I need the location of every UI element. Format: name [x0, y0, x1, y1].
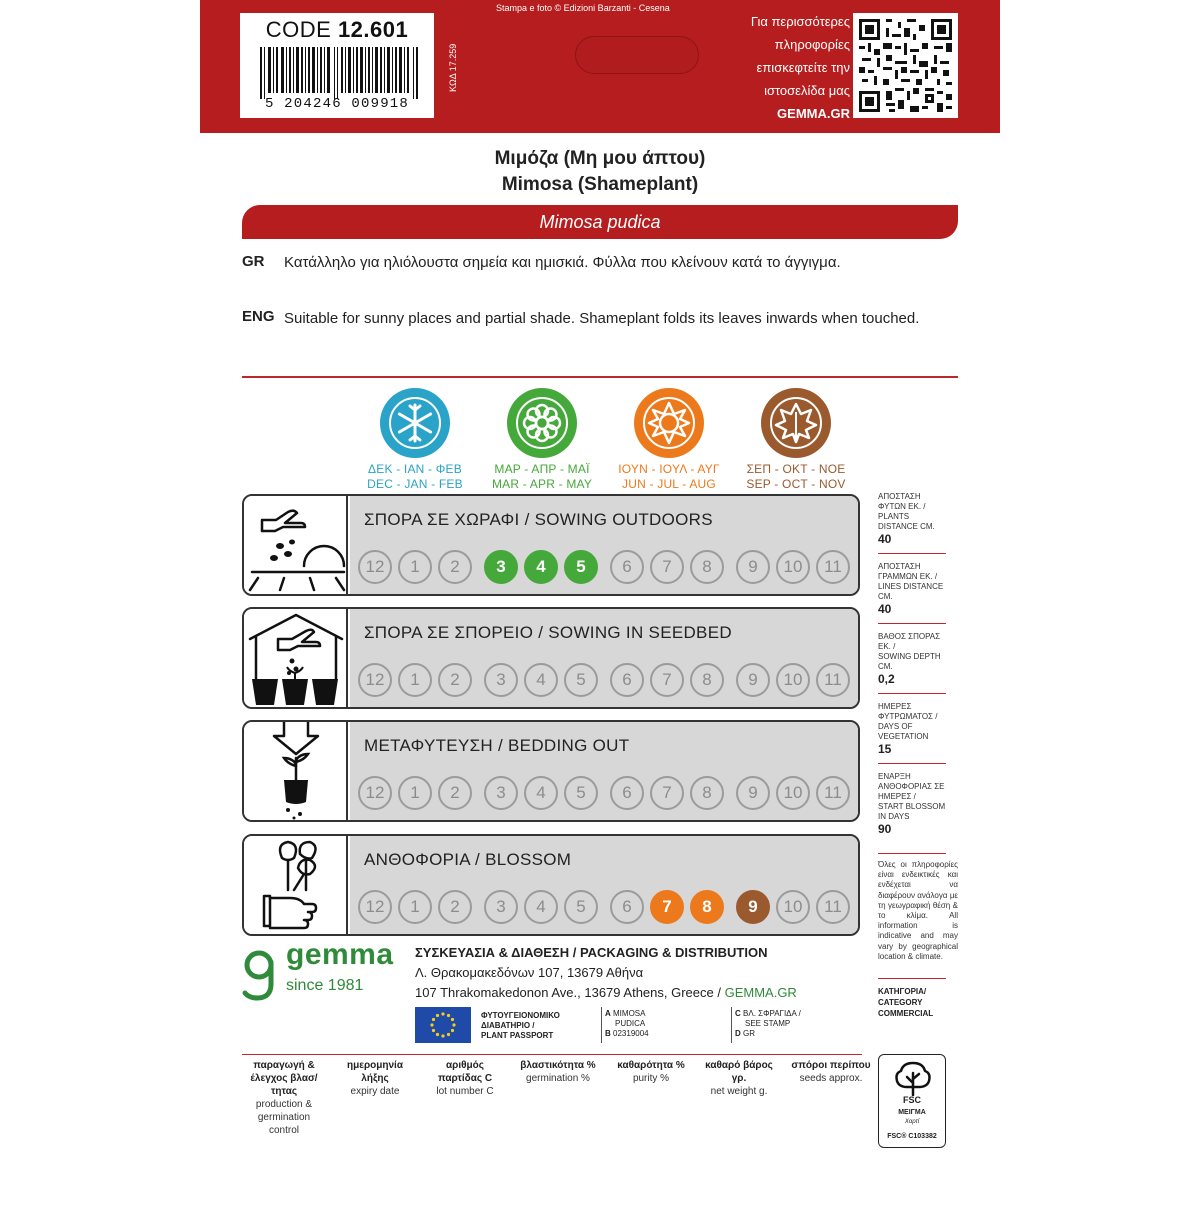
info-line: πληροφορίες [774, 37, 850, 52]
row-title: ΣΠΟΡΑ ΣΕ ΣΠΟΡΕΙΟ / SOWING IN SEEDBED [364, 623, 732, 642]
season-label-en: SEP - OCT - NOV [746, 477, 846, 491]
fsc-code: FSC® C103382 [887, 1133, 937, 1140]
field-label-gr: παραγωγή & έλεγχος βλασ/τητας [250, 1060, 318, 1097]
month-7: 7 [650, 890, 684, 924]
spec-label: PLANTS DISTANCE CM. [878, 512, 935, 531]
passport-title-line: PLANT PASSPORT [481, 1031, 554, 1040]
month-11: 11 [816, 550, 850, 584]
month-10: 10 [776, 890, 810, 924]
spec-label: LINES DISTANCE CM. [878, 582, 944, 601]
month-1: 1 [398, 663, 432, 697]
season-label-gr: ΔΕΚ - ΙΑΝ - ΦΕΒ [368, 462, 462, 476]
qr-code-icon [859, 19, 952, 112]
field-label-gr: βλαστικότητα % [520, 1060, 596, 1071]
plant-passport [415, 1007, 819, 1045]
blossom-icon [244, 836, 348, 934]
spec-label: ΕΝΑΡΞΗ ΑΝΘΟΦΟΡΙΑΣ ΣΕ ΗΜΕΡΕΣ / [878, 772, 945, 801]
field-label-en: germination % [526, 1073, 590, 1084]
address-english-text: 107 Thrakomakedonon Ave., 13679 Athens, Greece / [415, 985, 721, 1000]
spec-label: SOWING DEPTH CM. [878, 652, 941, 671]
spec-label: START BLOSSOM IN DAYS [878, 802, 946, 821]
fsc-tree-icon [891, 1059, 935, 1097]
row-title: ΣΠΟΡΑ ΣΕ ΧΩΡΑΦΙ / SOWING OUTDOORS [364, 510, 713, 529]
description-greek: Κατάλληλο για ηλιόλουστα σημεία και ημισκιά. Φύλλα που κλείνουν κατά το άγγιγμα. [284, 254, 841, 271]
passport-title-line: ΦΥΤΟΥΓΕΙΟΝΟΜΙΚΟ [481, 1011, 560, 1020]
field-label-en: net weight g. [710, 1086, 768, 1097]
description-english: Suitable for sunny places and partial shade. Shameplant folds its leaves inwards when touched. [284, 310, 920, 327]
month-2: 2 [438, 890, 472, 924]
month-5: 5 [564, 663, 598, 697]
hang-slot [575, 36, 699, 74]
website-link[interactable]: GEMMA.GR [724, 985, 797, 1000]
passport-divider [601, 1007, 602, 1043]
season-autumn [733, 388, 859, 492]
spec-divider [878, 553, 946, 554]
eu-flag-icon [415, 1007, 471, 1043]
spec-lines-distance [878, 562, 946, 614]
month-12: 12 [358, 890, 392, 924]
spec-days-vegetation [878, 702, 946, 754]
spec-value: 15 [878, 742, 892, 756]
passport-key: D [735, 1029, 741, 1038]
month-8: 8 [690, 550, 724, 584]
passport-key: C [735, 1009, 741, 1018]
row-title: ΜΕΤΑΦΥΤΕΥΣΗ / BEDDING OUT [364, 736, 630, 755]
spec-value: 40 [878, 532, 892, 546]
passport-a-b [605, 1009, 649, 1039]
spec-label: ΒΑΘΟΣ ΣΠΟΡΑΣ ΕΚ. / [878, 632, 941, 651]
divider [242, 376, 958, 378]
field-label-gr: καθαρότητα % [617, 1060, 685, 1071]
field-production-control [242, 1059, 326, 1137]
category-value: COMMERCIAL [878, 1009, 934, 1018]
schedule-row-sowing-seedbed [242, 607, 860, 709]
month-6: 6 [610, 776, 644, 810]
passport-value: GR [743, 1029, 756, 1038]
passport-value: ΒΛ. ΣΦΡΑΓΙΔΑ / [743, 1009, 801, 1018]
month-11: 11 [816, 776, 850, 810]
spec-divider [878, 853, 946, 854]
info-text [730, 10, 850, 125]
season-label-en: MAR - APR - MAY [491, 477, 593, 491]
footer-divider [242, 1054, 862, 1055]
month-12: 12 [358, 776, 392, 810]
brand-name: gemma [286, 938, 394, 971]
passport-value: 02319004 [613, 1029, 649, 1038]
barcode-digits: 5 204246 009918 [264, 96, 410, 112]
month-1: 1 [398, 550, 432, 584]
month-4: 4 [524, 890, 558, 924]
month-10: 10 [776, 663, 810, 697]
packaging-title: ΣΥΣΚΕΥΑΣΙΑ & ΔΙΑΘΕΣΗ / PACKAGING & DISTRIBUTION [415, 945, 768, 960]
spec-value: 90 [878, 822, 892, 836]
month-3: 3 [484, 776, 518, 810]
month-1: 1 [398, 890, 432, 924]
latin-name-band [242, 205, 958, 239]
season-summer [606, 388, 732, 492]
season-label-en: JUN - JUL - AUG [622, 477, 716, 491]
print-credit: Stampa e foto © Edizioni Barzanti - Cesena [496, 3, 670, 13]
spec-label: ΗΜΕΡΕΣ ΦΥΤΡΩΜΑΤΟΣ / [878, 702, 938, 721]
address-english [415, 985, 797, 1000]
month-12: 12 [358, 550, 392, 584]
month-4: 4 [524, 663, 558, 697]
info-line: ιστοσελίδα μας [764, 83, 850, 98]
spec-label: ΑΠΟΣΤΑΣΗ ΦΥΤΩΝ ΕΚ. / [878, 492, 926, 511]
month-6: 6 [610, 663, 644, 697]
address-greek: Λ. Θρακομακεδόνων 107, 13679 Αθήνα [415, 965, 644, 980]
month-2: 2 [438, 776, 472, 810]
spec-label: ΑΠΟΣΤΑΣΗ ΓΡΑΜΜΩΝ ΕΚ. / [878, 562, 938, 581]
info-line: Για περισσότερες [750, 14, 850, 29]
field-label-gr: καθαρό βάρος γρ. [705, 1060, 773, 1084]
month-10: 10 [776, 776, 810, 810]
fsc-label: FSC [903, 1095, 921, 1105]
category-label: ΚΑΤΗΓΟΡΙΑ/ CATEGORY [878, 987, 927, 1007]
month-10: 10 [776, 550, 810, 584]
leaf-icon [761, 388, 831, 458]
flower-icon [507, 388, 577, 458]
field-label-en: lot number C [436, 1086, 494, 1097]
spec-divider [878, 978, 946, 979]
sowing-seedbed-icon [244, 609, 348, 707]
lang-code-en: ENG [242, 308, 275, 325]
month-5: 5 [564, 890, 598, 924]
month-3: 3 [484, 890, 518, 924]
sun-icon [634, 388, 704, 458]
month-7: 7 [650, 776, 684, 810]
barcode-label [240, 13, 434, 118]
product-code [240, 17, 434, 43]
header-band [200, 0, 1000, 133]
passport-value: MIMOSA [613, 1009, 646, 1018]
field-label-gr: ημερομηνία λήξης [347, 1060, 403, 1084]
month-2: 2 [438, 550, 472, 584]
sowing-outdoors-icon [244, 496, 348, 594]
schedule-row-sowing-outdoors [242, 494, 860, 596]
spec-sowing-depth [878, 632, 946, 684]
month-1: 1 [398, 776, 432, 810]
barcode-icon [260, 47, 420, 99]
spec-divider [878, 693, 946, 694]
month-8: 8 [690, 890, 724, 924]
month-9: 9 [736, 663, 770, 697]
snowflake-icon [380, 388, 450, 458]
month-8: 8 [690, 663, 724, 697]
month-11: 11 [816, 890, 850, 924]
bedding-out-icon [244, 722, 348, 820]
month-9: 9 [736, 890, 770, 924]
season-label-en: DEC - JAN - FEB [367, 477, 463, 491]
passport-value: PUDICA [615, 1019, 646, 1028]
spec-divider [878, 763, 946, 764]
code-number: 12.601 [337, 17, 409, 42]
field-label-en: production & germination control [255, 1099, 313, 1136]
fsc-paper: Χαρτί [904, 1119, 920, 1125]
month-11: 11 [816, 663, 850, 697]
field-purity [608, 1059, 694, 1085]
gemma-logo-icon [242, 948, 276, 1002]
spec-value: 40 [878, 602, 892, 616]
info-line: επισκεφτείτε την [756, 60, 850, 75]
passport-title [481, 1011, 560, 1041]
season-winter [352, 388, 478, 492]
month-2: 2 [438, 663, 472, 697]
month-9: 9 [736, 776, 770, 810]
season-label-gr: ΙΟΥΝ - ΙΟΥΛ - ΑΥΓ [618, 462, 720, 476]
code-prefix: CODE [265, 17, 332, 42]
category [878, 986, 958, 1019]
latin-name: Mimosa pudica [539, 212, 661, 232]
month-3: 3 [484, 663, 518, 697]
fsc-mix: ΜΕΙΓΜΑ [898, 1109, 926, 1116]
passport-key: A [605, 1009, 611, 1018]
season-spring [479, 388, 605, 492]
spec-start-blossom [878, 772, 946, 834]
row-title: ΑΝΘΟΦΟΡΙΑ / BLOSSOM [364, 850, 572, 869]
field-net-weight [702, 1059, 776, 1098]
schedule-row-bedding-out [242, 720, 860, 822]
brand-since: since 1981 [286, 977, 364, 994]
passport-key: B [605, 1029, 611, 1038]
month-7: 7 [650, 550, 684, 584]
fsc-badge [878, 1054, 946, 1148]
month-6: 6 [610, 890, 644, 924]
month-5: 5 [564, 776, 598, 810]
month-4: 4 [524, 776, 558, 810]
qr-code[interactable] [853, 13, 958, 118]
field-expiry-date [336, 1059, 414, 1098]
passport-value: SEE STAMP [745, 1019, 791, 1028]
month-5: 5 [564, 550, 598, 584]
month-6: 6 [610, 550, 644, 584]
month-7: 7 [650, 663, 684, 697]
field-seeds-approx [788, 1059, 874, 1085]
spec-divider [878, 623, 946, 624]
title-english: Mimosa (Shameplant) [501, 174, 699, 195]
spec-value: 0,2 [878, 672, 895, 686]
schedule-row-blossom [242, 834, 860, 936]
passport-title-line: ΔΙΑΒΑΤΗΡΙΟ / [481, 1021, 535, 1030]
month-9: 9 [736, 550, 770, 584]
month-8: 8 [690, 776, 724, 810]
field-label-en: seeds approx. [799, 1073, 863, 1084]
lang-code-gr: GR [242, 253, 265, 270]
field-germination [510, 1059, 606, 1085]
field-label-gr: αριθμός παρτίδας C [437, 1060, 493, 1084]
spec-label: DAYS OF VEGETATION [878, 722, 929, 741]
field-lot-number [426, 1059, 504, 1098]
month-4: 4 [524, 550, 558, 584]
passport-divider [731, 1007, 732, 1043]
season-label-gr: ΣΕΠ - ΟΚΤ - ΝΟΕ [746, 462, 846, 476]
disclaimer: Όλες οι πληροφορίες είναι ενδεικτικές και ενδέχεται να διαφέρουν ανάλογα με τη γεωγραφική θέση & το κλίμα. All information is indicative and may vary by geographical location & climate. [878, 860, 958, 961]
title-greek: Μιμόζα (Μη μου άπτου) [494, 148, 706, 169]
field-label-en: expiry date [350, 1086, 400, 1097]
season-label-gr: ΜΑΡ - ΑΠΡ - ΜΑΪ [494, 462, 590, 476]
website-link[interactable]: GEMMA.GR [777, 106, 850, 121]
field-label-en: purity % [632, 1073, 670, 1084]
month-12: 12 [358, 663, 392, 697]
spec-plants-distance [878, 492, 946, 544]
field-label-gr: σπόροι περίπου [791, 1060, 871, 1071]
passport-c-d [735, 1009, 801, 1039]
month-3: 3 [484, 550, 518, 584]
kod-number: ΚΩΔ 17.259 [448, 43, 458, 92]
